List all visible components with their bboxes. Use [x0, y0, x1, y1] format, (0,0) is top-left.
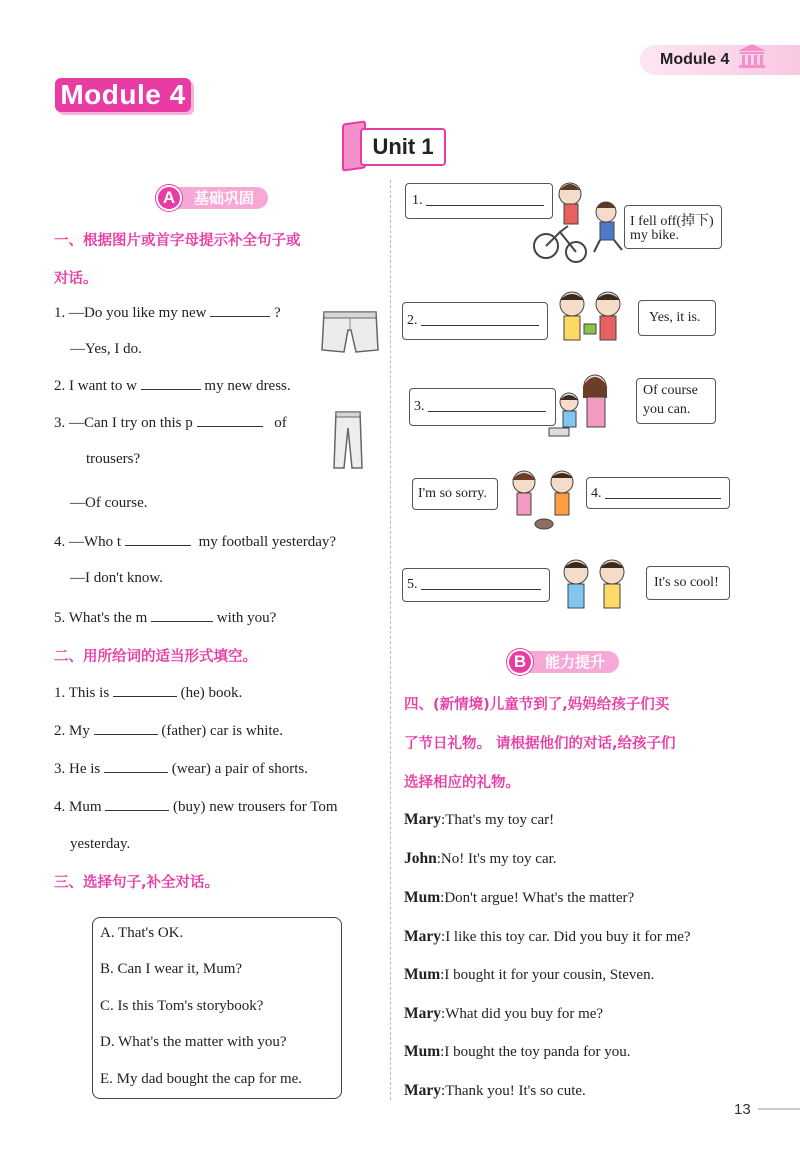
- q5-blank[interactable]: [151, 609, 213, 622]
- part4-heading-line3: 选择相应的礼物。: [404, 775, 520, 791]
- section-a-label: 基础巩固: [194, 189, 255, 207]
- dialog-line: Mary:That's my toy car!: [404, 811, 555, 828]
- dialog-text: That's my toy car!: [445, 812, 555, 828]
- scene5-number: 5.: [407, 577, 418, 592]
- scene4-answer-bubble: [586, 477, 730, 509]
- dialog-text: Don't argue! What's the matter?: [444, 890, 635, 906]
- scene3-mother-child-illustration: [545, 372, 625, 438]
- scene4-blank[interactable]: [605, 486, 721, 499]
- scene1-kids-bike-illustration: [532, 178, 632, 266]
- q4a-text: 4. —Who t: [54, 534, 122, 550]
- scene5-reply: It's so cool!: [654, 575, 719, 590]
- q1-blank[interactable]: [210, 304, 270, 317]
- q3a-line: [54, 414, 287, 432]
- part4-heading-line2: 了节日礼物。 请根据他们的对话,给孩子们: [404, 736, 676, 752]
- scene5-boys-illustration: [556, 556, 636, 616]
- dialog-text: I bought it for your cousin, Steven.: [444, 967, 655, 983]
- q3c-line: —Of course.: [70, 495, 148, 511]
- scene3-number: 3.: [414, 399, 425, 414]
- q5-end: with you?: [216, 610, 277, 626]
- p2-q4-line: [54, 798, 338, 816]
- dialog-line: Mary:Thank you! It's so cute.: [404, 1082, 586, 1099]
- unit-title: Unit 1: [360, 128, 446, 166]
- dialog-line: Mary:I like this toy car. Did you buy it for me?: [404, 928, 691, 945]
- q4a-line: [54, 533, 336, 551]
- q3a-text: 3. —Can I try on this p: [54, 415, 193, 431]
- scene5-reply-bubble: [646, 566, 730, 600]
- module-tab-label: Module 4: [660, 51, 730, 68]
- q1a-end: ?: [273, 305, 281, 321]
- dialog-line: Mum:I bought the toy panda for you.: [404, 1043, 631, 1060]
- p2-q1-line: [54, 684, 242, 702]
- q5-line: [54, 609, 276, 627]
- part2-heading: 二、用所给词的适当形式填空。: [54, 649, 257, 665]
- shorts-icon: [318, 306, 382, 356]
- dialog-line: Mum:Don't argue! What's the matter?: [404, 889, 635, 906]
- scene1-number: 1.: [412, 193, 423, 208]
- column-divider: [390, 180, 391, 1100]
- scene1-reply-line1: I fell off(掉下): [630, 214, 714, 229]
- scene4-kids-dog-illustration: [504, 466, 584, 532]
- dialog-speaker: John: [404, 850, 437, 867]
- q3a-end: of: [274, 415, 287, 431]
- p2-q1-blank[interactable]: [113, 684, 177, 697]
- dialog-text: I bought the toy panda for you.: [444, 1044, 631, 1060]
- dialog-text: No! It's my toy car.: [440, 851, 557, 867]
- scene4-number: 4.: [591, 486, 602, 501]
- dialog-line: Mum:I bought it for your cousin, Steven.: [404, 966, 655, 983]
- dialog-text: What did you buy for me?: [445, 1006, 604, 1022]
- dialog-line: John:No! It's my toy car.: [404, 850, 557, 867]
- q1b-line: —Yes, I do.: [70, 341, 142, 357]
- dialog-text: I like this toy car. Did you buy it for me?: [445, 929, 691, 945]
- p2-q3-blank[interactable]: [104, 760, 168, 773]
- section-a-letter: A: [156, 185, 182, 211]
- scene1-reply-bubble: [624, 205, 722, 249]
- p2-q1-end: (he) book.: [180, 685, 243, 701]
- scene5-blank[interactable]: [421, 577, 541, 590]
- p2-q4-blank[interactable]: [105, 798, 169, 811]
- scene2-blank[interactable]: [421, 313, 539, 326]
- part1-heading-line2: 对话。: [54, 271, 98, 287]
- scene2-number: 2.: [407, 313, 418, 328]
- part4-heading-line1: 四、(新情境)儿童节到了,妈妈给孩子们买: [404, 697, 670, 713]
- q1a-text: 1. —Do you like my new: [54, 305, 207, 321]
- dialog-speaker: Mum: [404, 1043, 441, 1060]
- choice-d[interactable]: D. What's the matter with you?: [100, 1034, 287, 1050]
- scene1-blank[interactable]: [426, 193, 544, 206]
- choice-b[interactable]: B. Can I wear it, Mum?: [100, 961, 243, 977]
- p2-q2-blank[interactable]: [94, 722, 158, 735]
- scene2-reply: Yes, it is.: [649, 310, 701, 325]
- q2-end: my new dress.: [204, 378, 291, 394]
- scene5-answer-bubble: [402, 568, 550, 602]
- scene3-reply-line1: Of course: [643, 383, 698, 398]
- p2-q2-line: [54, 722, 283, 740]
- scene2-answer-bubble: [402, 302, 548, 340]
- p2-q3-end: (wear) a pair of shorts.: [171, 761, 308, 777]
- p2-q2-text: 2. My: [54, 723, 90, 739]
- module-title: Module 4: [55, 78, 191, 112]
- q4b-line: —I don't know.: [70, 570, 163, 586]
- dialog-speaker: Mum: [404, 966, 441, 983]
- dialog-speaker: Mary: [404, 928, 442, 945]
- part1-heading-line1: 一、根据图片或首字母提示补全句子或: [54, 233, 301, 249]
- scene2-kids-illustration: [552, 288, 632, 348]
- choice-a[interactable]: A. That's OK.: [100, 925, 184, 941]
- q4-blank[interactable]: [125, 533, 191, 546]
- p2-q1-text: 1. This is: [54, 685, 110, 701]
- section-b-letter: B: [507, 649, 533, 675]
- q3-blank[interactable]: [197, 414, 263, 427]
- dialog-text: Thank you! It's so cute.: [445, 1083, 586, 1099]
- scene3-reply-bubble: [636, 378, 716, 424]
- dialog-speaker: Mary: [404, 1005, 442, 1022]
- scene3-reply-line2: you can.: [643, 402, 691, 417]
- trousers-icon: [330, 410, 366, 470]
- dialog-speaker: Mary: [404, 811, 442, 828]
- page-number-rule: [758, 1108, 800, 1110]
- scene4-say: I'm so sorry.: [418, 486, 487, 501]
- p2-q4-end: (buy) new trousers for Tom: [173, 799, 338, 815]
- section-b-label: 能力提升: [545, 653, 606, 671]
- scene1-answer-bubble: [405, 183, 553, 219]
- p2-q4-text: 4. Mum: [54, 799, 102, 815]
- q2-line: [54, 377, 291, 395]
- scene3-blank[interactable]: [428, 399, 546, 412]
- q3b-line: trousers?: [86, 451, 141, 467]
- dialog-speaker: Mary: [404, 1082, 442, 1099]
- part3-heading: 三、选择句子,补全对话。: [54, 875, 220, 891]
- choice-e[interactable]: E. My dad bought the cap for me.: [100, 1071, 303, 1087]
- q5-text: 5. What's the m: [54, 610, 148, 626]
- q2-blank[interactable]: [141, 377, 201, 390]
- q2-text: 2. I want to w: [54, 378, 137, 394]
- p2-q3-text: 3. He is: [54, 761, 101, 777]
- page-number: 13: [734, 1101, 751, 1118]
- p2-q4b-line: yesterday.: [70, 836, 131, 852]
- p2-q2-end: (father) car is white.: [161, 723, 283, 739]
- scene4-say-bubble: [412, 478, 498, 510]
- choice-c[interactable]: C. Is this Tom's storybook?: [100, 998, 264, 1014]
- scene1-reply-line2: my bike.: [630, 228, 679, 243]
- scene3-answer-bubble: [409, 388, 556, 426]
- p2-q3-line: [54, 760, 308, 778]
- dialog-line: Mary:What did you buy for me?: [404, 1005, 604, 1022]
- building-icon: [736, 42, 768, 70]
- q1a-line: [54, 304, 281, 322]
- q4a-end: my football yesterday?: [198, 534, 337, 550]
- scene2-reply-bubble: [638, 300, 716, 336]
- dialog-speaker: Mum: [404, 889, 441, 906]
